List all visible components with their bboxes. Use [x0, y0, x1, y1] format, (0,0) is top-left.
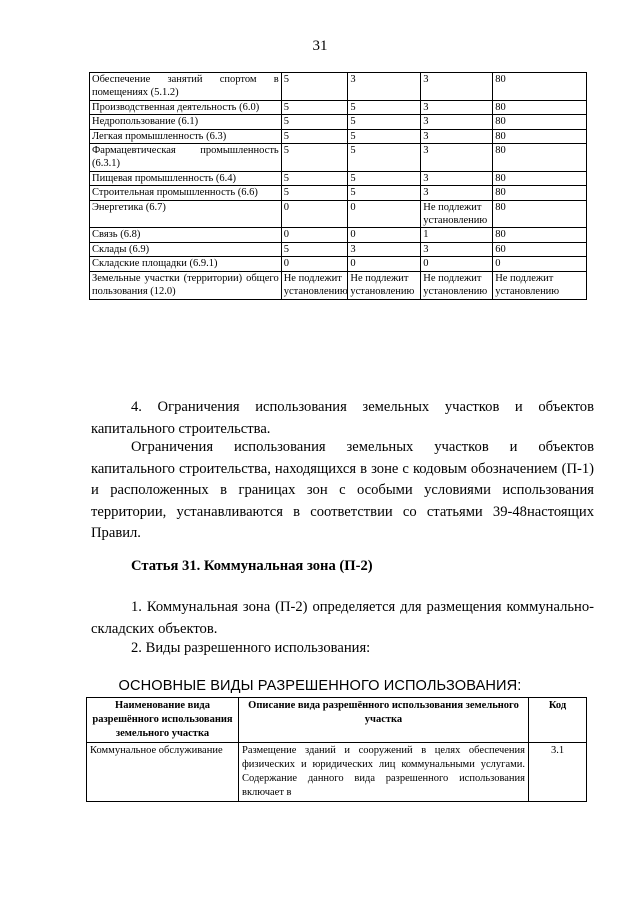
cell-value: 0 [281, 200, 348, 228]
table-row [87, 743, 587, 802]
table-row [90, 228, 587, 242]
cell-use-type: Фармацевтическая промышленность (6.3.1) [90, 144, 282, 172]
cell-use-type: Земельные участки (территории) общего пользования (12.0) [90, 271, 282, 299]
cell-use-type: Пищевая промышленность (6.4) [90, 171, 282, 185]
cell-use-type: Обеспечение занятий спортом в помещениях (5.1.2) [90, 73, 282, 101]
table-row [90, 129, 587, 143]
cell-use-type: Производственная деятельность (6.0) [90, 100, 282, 114]
cell-value: 3 [421, 186, 493, 200]
cell-value: 0 [348, 200, 421, 228]
cell-value: 3 [421, 171, 493, 185]
header-code: Код [529, 698, 587, 743]
paragraph-restrictions-heading: 4. Ограничения использования земельных участков и объектов капитального строительства. [91, 399, 594, 437]
cell-value: 5 [281, 115, 348, 129]
paragraph-restrictions: Ограничения использования земельных участков и объектов капитального строительства, находящихся в зоне с кодовым обозначением (П-1) и расположенных в границах зон с особыми условиями использования территории, устанавливаются в соответствии со статьями 39-48настоящих Правил. [91, 439, 594, 541]
cell-value: Не подлежит установлению [348, 271, 421, 299]
cell-name: Коммунальное обслуживание [87, 743, 239, 802]
header-name: Наименование вида разрешённого использования земельного участка [87, 698, 239, 743]
table-row [90, 271, 587, 299]
cell-value: 3 [421, 242, 493, 256]
cell-use-type: Легкая промышленность (6.3) [90, 129, 282, 143]
cell-use-type: Строительная промышленность (6.6) [90, 186, 282, 200]
cell-value: 5 [348, 129, 421, 143]
parameters-table [89, 72, 587, 300]
page-number: 31 [312, 38, 328, 54]
cell-value: 80 [493, 144, 587, 172]
cell-value: 80 [493, 200, 587, 228]
cell-use-type: Связь (6.8) [90, 228, 282, 242]
table-row [90, 100, 587, 114]
cell-value: 5 [281, 242, 348, 256]
cell-value: 1 [421, 228, 493, 242]
cell-value: 0 [348, 257, 421, 271]
cell-use-type: Складские площадки (6.9.1) [90, 257, 282, 271]
cell-value: 5 [281, 129, 348, 143]
cell-value: 5 [348, 100, 421, 114]
paragraph-use-types: 2. Виды разрешенного использования: [131, 640, 371, 656]
cell-value: 60 [493, 242, 587, 256]
cell-value: 3 [421, 73, 493, 101]
table-title: ОСНОВНЫЕ ВИДЫ РАЗРЕШЕННОГО ИСПОЛЬЗОВАНИЯ: [118, 678, 522, 694]
cell-value: 0 [281, 228, 348, 242]
cell-value: 80 [493, 115, 587, 129]
cell-value: 0 [348, 228, 421, 242]
cell-value: 80 [493, 228, 587, 242]
table-row [90, 257, 587, 271]
cell-use-type: Склады (6.9) [90, 242, 282, 256]
cell-value: Не подлежит установлению [421, 271, 493, 299]
cell-value: 0 [493, 257, 587, 271]
table-row [90, 186, 587, 200]
cell-value: 0 [421, 257, 493, 271]
cell-value: 80 [493, 186, 587, 200]
cell-value: 5 [348, 144, 421, 172]
cell-value: 80 [493, 171, 587, 185]
cell-value: 80 [493, 100, 587, 114]
cell-value: 5 [348, 186, 421, 200]
cell-value: 3 [421, 100, 493, 114]
article-heading: Статья 31. Коммунальная зона (П-2) [131, 558, 373, 574]
use-types-table [86, 697, 587, 802]
header-description: Описание вида разрешённого использования земельного участка [239, 698, 529, 743]
cell-description: Размещение зданий и сооружений в целях обеспечения физических и юридических лиц коммунальными услугами. Содержание данного вида разрешенного использования включает в [239, 743, 529, 802]
table-header-row [87, 698, 587, 743]
cell-use-type: Энергетика (6.7) [90, 200, 282, 228]
cell-value: 80 [493, 73, 587, 101]
cell-value: 3 [348, 73, 421, 101]
cell-value: Не подлежит установлению [421, 200, 493, 228]
table-row [90, 73, 587, 101]
cell-value: 5 [281, 100, 348, 114]
table-row [90, 115, 587, 129]
cell-value: 3 [421, 115, 493, 129]
cell-value: 5 [348, 115, 421, 129]
cell-value: 5 [281, 186, 348, 200]
table-row [90, 200, 587, 228]
cell-value: 3 [348, 242, 421, 256]
cell-value: 80 [493, 129, 587, 143]
cell-value: 0 [281, 257, 348, 271]
cell-use-type: Недропользование (6.1) [90, 115, 282, 129]
cell-value: 5 [281, 144, 348, 172]
cell-value: 5 [281, 171, 348, 185]
table-row [90, 242, 587, 256]
table-row [90, 144, 587, 172]
cell-value: Не подлежит установлению [493, 271, 587, 299]
cell-value: 5 [281, 73, 348, 101]
cell-value: Не подлежит установлению [281, 271, 348, 299]
table-row [90, 171, 587, 185]
cell-value: 3 [421, 129, 493, 143]
cell-value: 5 [348, 171, 421, 185]
cell-value: 3 [421, 144, 493, 172]
cell-code: 3.1 [529, 743, 587, 802]
paragraph-zone-definition: 1. Коммунальная зона (П-2) определяется для размещения коммунально-складских объектов. [91, 599, 594, 637]
